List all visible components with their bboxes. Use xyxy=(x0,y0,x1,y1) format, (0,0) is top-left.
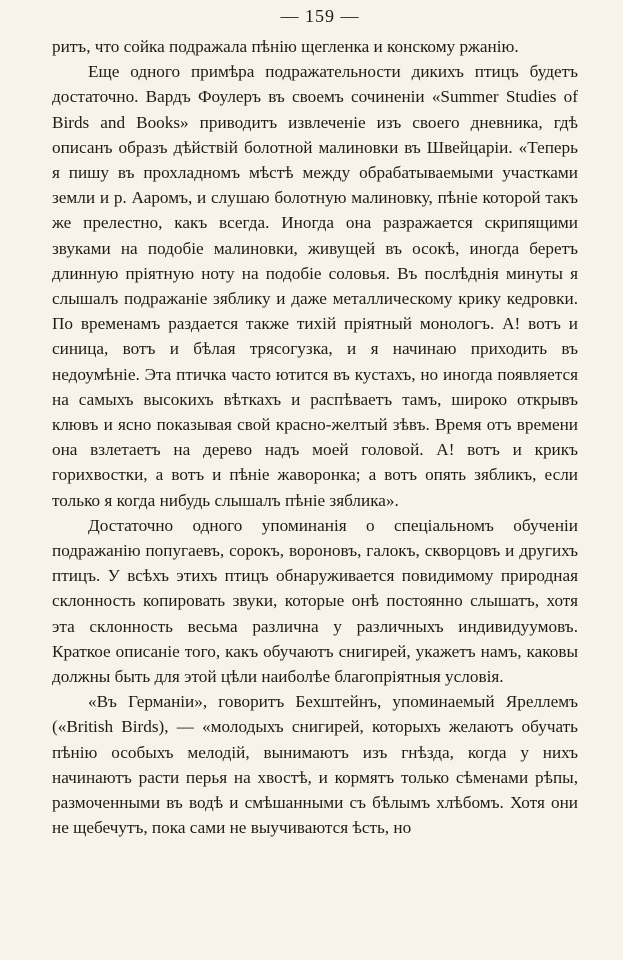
paragraph-continuation: ритъ, что сойка подражала пѣнію щегленка и конскому ржанію. xyxy=(52,37,519,56)
paragraph-mimicry: Достаточно одного упоминанія о спеціальномъ обученіи подражанію попугаевъ, сорокъ, вороновъ, галокъ, скворцовъ и другихъ птицъ. У всѣхъ этихъ птицъ обнаруживается повидимому природная склонность копировать звуки, которые онѣ постоянно слышатъ, хотя эта склонность весьма различна у различныхъ индивидуумовъ. Краткое описаніе того, какъ обучаютъ снигирей, укажетъ намъ, каковы должны быть для этой цѣли наиболѣе благопріятныя условія. xyxy=(52,515,578,687)
body-text xyxy=(52,34,578,841)
page-number: — 159 — xyxy=(280,6,360,26)
paragraph-fowler-quote: Еще одного примѣра подражательности дикихъ птицъ будетъ достаточно. Вардъ Фоулеръ въ своемъ сочиненіи «Summer Studies of Birds and Books» приводитъ извлеченіе изъ своего дневника, гдѣ описанъ образъ дѣйствій болотной малиновки въ Швейцаріи. «Теперь я пишу въ прохладномъ мѣстѣ между обрабатываемыми участками земли и р. Ааромъ, и слушаю болотную малиновку, пѣніе которой такъ же прелестно, какъ всегда. Иногда она разражается скрипящими звуками на подобіе малиновки, живущей въ осокѣ, иногда беретъ длинную пріятную ноту на подобіе соловья. Въ послѣднія минуты я слышалъ подражаніе зяблику и даже металлическому крику кедровки. По временамъ раздается также тихій пріятный монологъ. А! вотъ и синица, вотъ и бѣлая трясогузка, и я начинаю приходить въ недоумѣніе. Эта птичка часто ютится въ кустахъ, но иногда появляется на самыхъ высокихъ вѣткахъ и распѣваетъ тамъ, широко открывъ клювъ и ясно показывая свой красно-желтый зѣвъ. Время отъ времени она взлетаетъ на дерево надъ моей головой. А! вотъ и крикъ горихвостки, а вотъ и пѣніе жаворонка; а вотъ опять зябликъ, если только я когда нибудь слышалъ пѣніе зяблика». xyxy=(52,62,578,510)
paragraph-bechstein-quote: «Въ Германіи», говоритъ Бехштейнъ, упоминаемый Яреллемъ («British Birds), — «молодыхъ снигирей, которыхъ желаютъ обучать пѣнію особыхъ мелодій, вынимаютъ изъ гнѣзда, когда у нихъ начинаютъ расти перья на хвостѣ, и кормятъ только сѣменами рѣпы, размоченными въ водѣ и смѣшанными съ бѣлымъ хлѣбомъ. Хотя они не щебечутъ, пока сами не выучиваются ѣсть, но xyxy=(52,692,578,838)
